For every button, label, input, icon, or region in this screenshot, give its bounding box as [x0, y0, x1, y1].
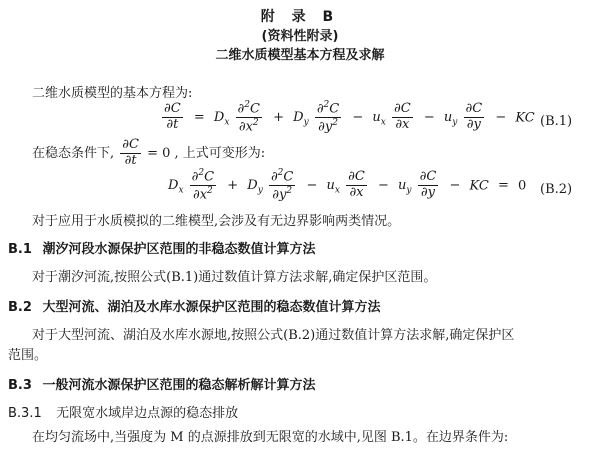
subsection-title: 无限宽水域岸边点源的稳态排放 — [56, 406, 239, 421]
steady-prefix: 在稳态条件下, — [32, 145, 115, 161]
appendix-type: (资料性附录) — [261, 29, 339, 44]
section-title: 潮汐河段水源保护区范围的非稳态数值计算方法 — [42, 242, 316, 257]
equation-b2-label: (B.2) — [540, 182, 573, 197]
steady-suffix: = 0 , 上式可变形为: — [147, 145, 266, 161]
section-number: B.1 — [8, 242, 32, 257]
section-b2-body-line2: 范围。 — [8, 348, 48, 363]
section-b2-body-line1: 对于大型河流、湖泊及水库水源地,按照公式(B.2)通过数值计算方法求解,确定保护区 — [32, 328, 515, 343]
section-b3-heading — [8, 374, 316, 393]
boundary-line: 对于应用于水质模拟的二维模型,会涉及有无边界影响两类情况。 — [32, 214, 401, 229]
intro-line: 二维水质模型的基本方程为: — [32, 86, 193, 101]
equation-b2: $D_x$ $\frac{\partial^2C}{\partial x^2}$ + $D_y$ $\frac{\partial^2C}{\partial y^2}$ − $u_x$ $\frac{\partial C}{\partial x}$ − $u_y$ $\frac{\partial C}{\partial y}$ − KC = 0 — [168, 168, 527, 203]
section-title: 大型河流、湖泊及水库水源保护区范围的稳态数值计算方法 — [42, 300, 381, 315]
subsection-b31-body: 在均匀流场中,当强度为 M 的点源排放到无限宽的水域中,见图 B.1。在边界条件为: — [32, 430, 509, 445]
section-number: B.3 — [8, 378, 32, 393]
section-number: B.2 — [8, 300, 32, 315]
appendix-subject: 二维水质模型基本方程及求解 — [215, 48, 385, 63]
subsection-number: B.3.1 — [8, 406, 42, 421]
section-b2-heading — [8, 296, 381, 315]
steady-state-line: 在稳态条件下, $\frac{\partial C}{\partial t}$ = 0 , 上式可变形为: — [32, 137, 266, 168]
equation-b1: $\frac{\partial C}{\partial t}$ = $D_x$ $\frac{\partial^2C}{\partial x^2}$ + $D_y$ $\frac{\partial^2C}{\partial y^2}$ − $u_x$ $\frac{\partial C}{\partial x}$ − $u_y$ $\frac{\partial C}{\partial y}$ − KC — [164, 100, 535, 135]
section-b1-heading — [8, 238, 316, 257]
equation-b1-label: (B.1) — [540, 114, 573, 129]
appendix-title: 附 录 B — [260, 9, 340, 25]
section-title: 一般河流水源保护区范围的稳态解析解计算方法 — [42, 378, 316, 393]
subsection-b31-heading — [8, 402, 238, 421]
section-b1-body: 对于潮汐河流,按照公式(B.1)通过数值计算方法求解,确定保护区范围。 — [32, 270, 437, 285]
